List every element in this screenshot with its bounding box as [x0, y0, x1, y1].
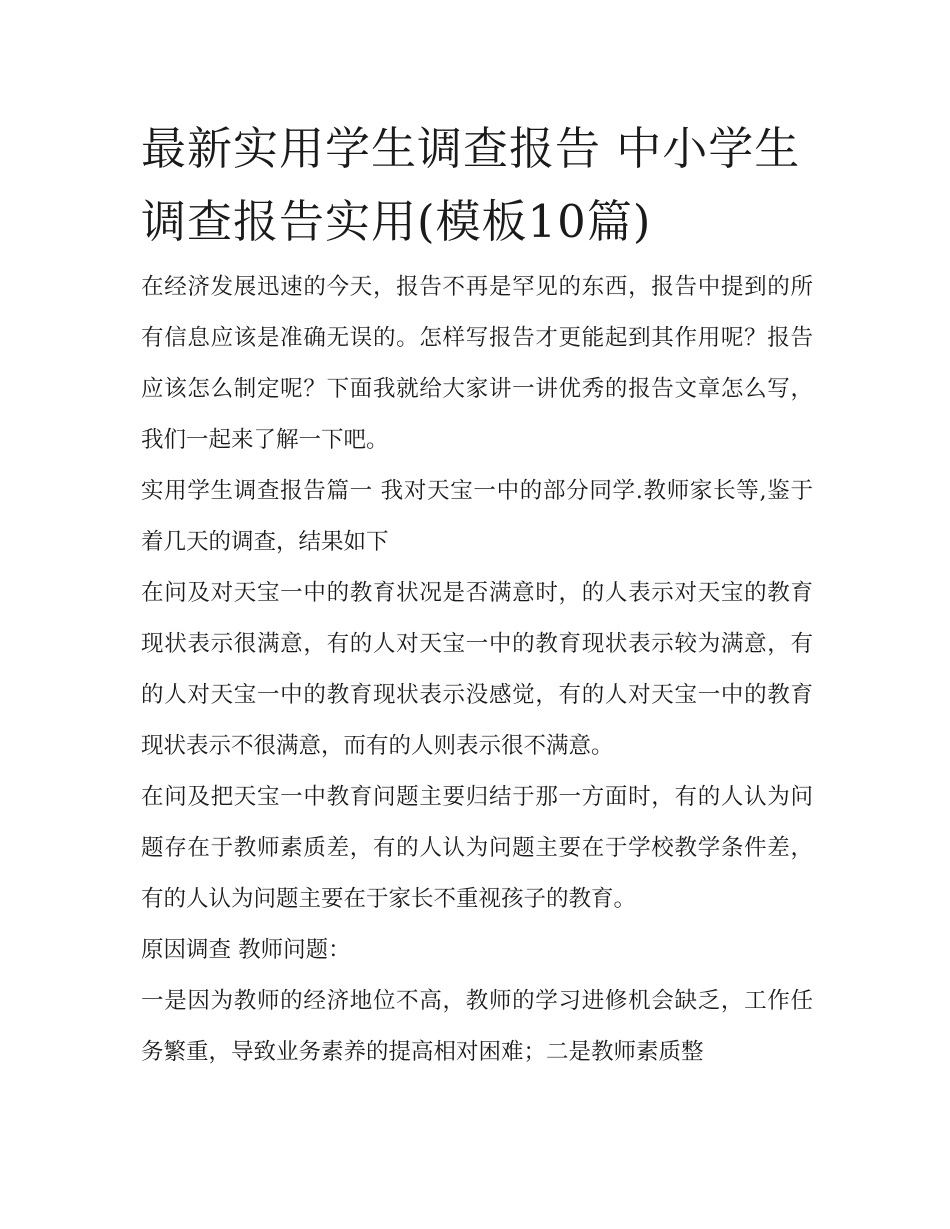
paragraph-cause-heading: 原因调查 教师问题：: [141, 937, 351, 963]
paragraph-teacher-issues: 一是因为教师的经济地位不高，教师的学习进修机会缺乏，工作任务繁重，导致业务素养的提高相对困难；二是教师素质整: [141, 988, 813, 1065]
paragraph-satisfaction: 在问及对天宝一中的教育状况是否满意时，的人表示对天宝的教育现状表示很满意，有的人对天宝一中的教育现状表示较为满意，有的人对天宝一中的教育现状表示没感觉，有的人对天宝一中的教育现状表示不很满意，而有的人则表示很不满意。: [141, 580, 813, 759]
paragraph-section-one-intro: 实用学生调查报告篇一 我对天宝一中的部分同学.教师家长等,鉴于着几天的调查，结果如下: [141, 478, 813, 555]
document-page: [141, 112, 813, 1078]
paragraph-problem-attribution: 在问及把天宝一中教育问题主要归结于那一方面时，有的人认为问题存在于教师素质差，有的人认为问题主要在于学校教学条件差，有的人认为问题主要在于家长不重视孩子的教育。: [141, 784, 813, 912]
document-title: 最新实用学生调查报告 中小学生调查报告实用(模板10篇): [141, 122, 801, 248]
paragraph-intro: 在经济发展迅速的今天，报告不再是罕见的东西，报告中提到的所有信息应该是准确无误的。怎样写报告才更能起到其作用呢？报告应该怎么制定呢？下面我就给大家讲一讲优秀的报告文章怎么写，我们一起来了解一下吧。: [141, 274, 813, 453]
